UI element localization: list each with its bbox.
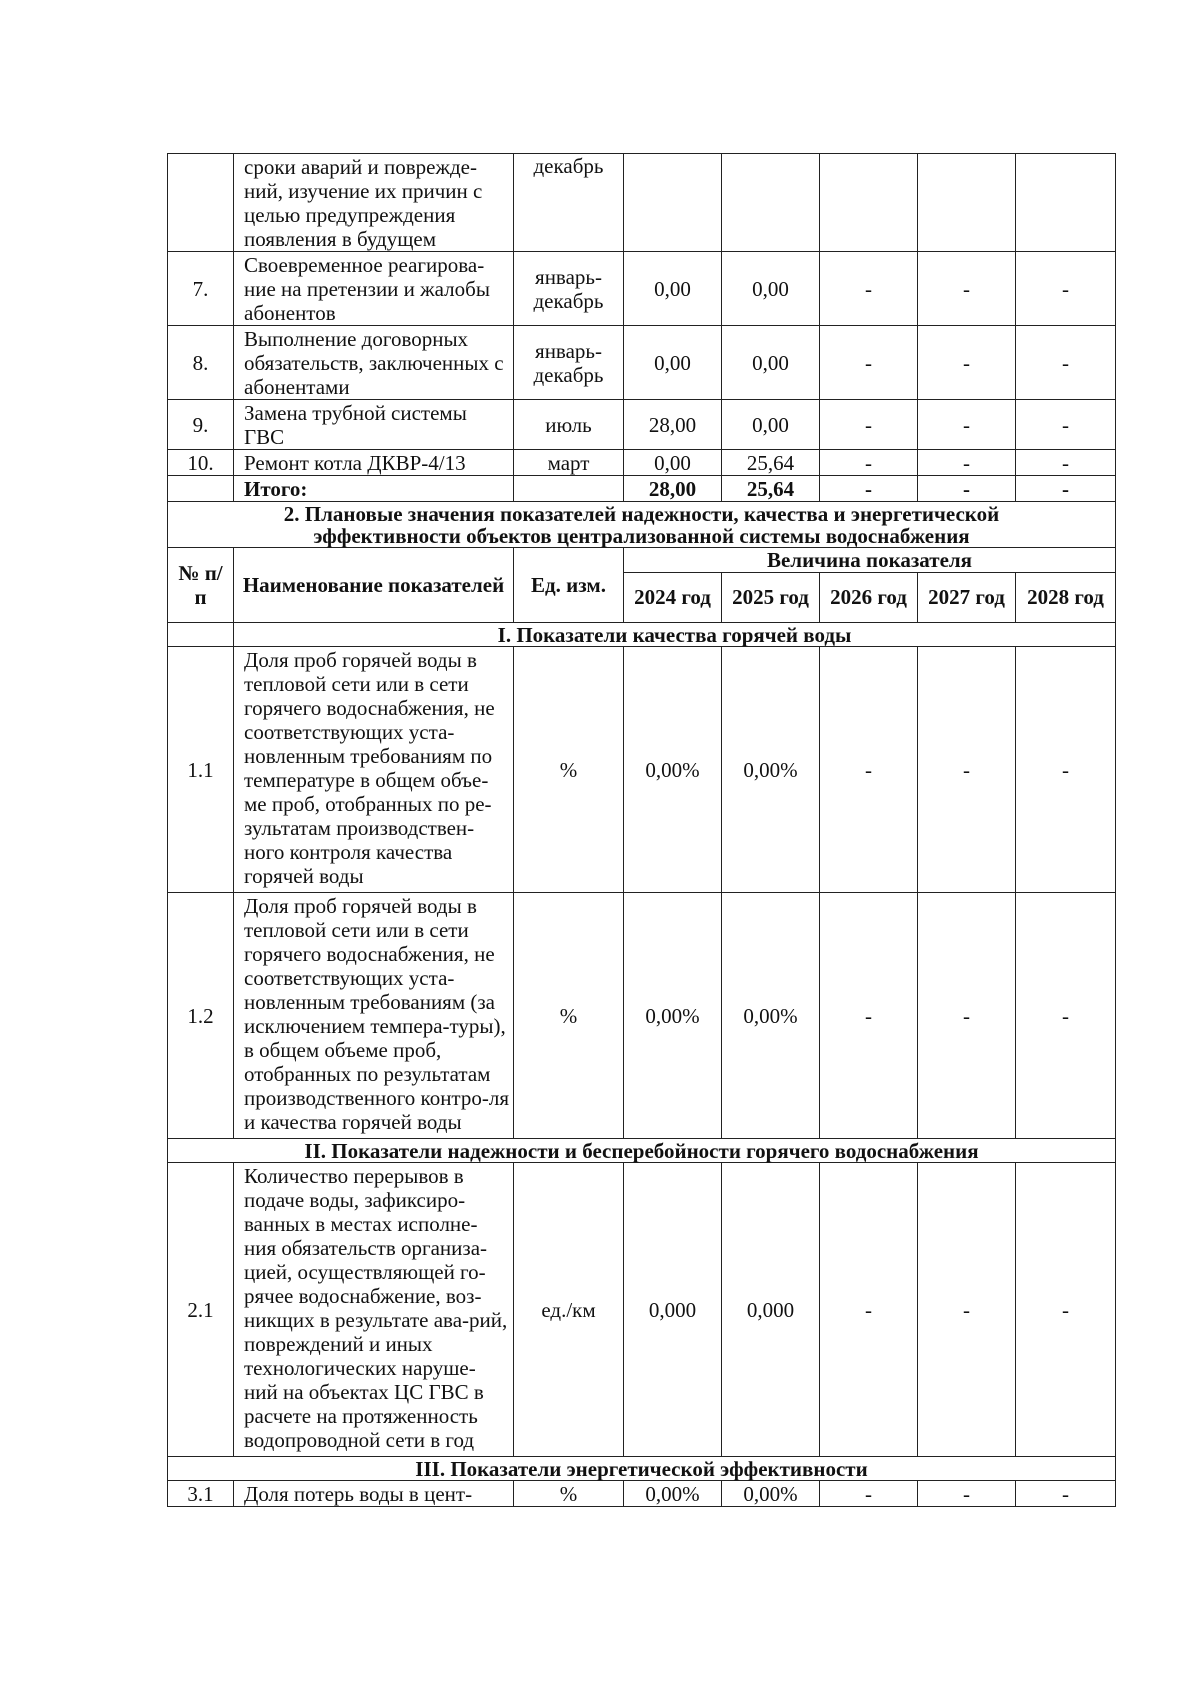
value-2028: - [1016, 326, 1116, 400]
value-2028: - [1016, 400, 1116, 450]
value-2027 [918, 154, 1016, 252]
table-row [168, 252, 1116, 326]
header-value-group: Величина показателя [624, 548, 1116, 573]
header-name: Наименование показателей [234, 548, 514, 623]
table-header-row [168, 548, 1116, 573]
row-name: Доля проб горячей воды в тепловой сети или в сети горячего водоснабжения, не соответствующих уста-новленным требованиям (за исключением темпера-туры), в общем объеме проб, отобранных по результатам производственного контро-ля и качества горячей воды [234, 893, 514, 1139]
row-name: Своевременное реагирова-ние на претензии и жалобы абонентов [234, 252, 514, 326]
value-2026: - [820, 893, 918, 1139]
section-title-row [168, 1457, 1116, 1481]
value-2028: - [1016, 893, 1116, 1139]
value-2027: - [918, 326, 1016, 400]
value-2024: 0,00 [624, 450, 722, 476]
value-2027: - [918, 450, 1016, 476]
value-2025: 0,000 [722, 1163, 820, 1457]
header-unit: Ед. изм. [514, 548, 624, 623]
value-2025: 0,00 [722, 326, 820, 400]
value-2027: - [918, 647, 1016, 893]
table-row [168, 1481, 1116, 1507]
value-2026: - [820, 326, 918, 400]
value-2025: 0,00 [722, 252, 820, 326]
value-2028: - [1016, 1481, 1116, 1507]
row-unit: ед./км [514, 1163, 624, 1457]
section-title-row [168, 502, 1116, 548]
value-2027: - [918, 400, 1016, 450]
total-2026: - [820, 476, 918, 502]
value-2027: - [918, 1163, 1016, 1457]
row-number [168, 154, 234, 252]
section-spacer [168, 623, 234, 647]
row-period: январь-декабрь [514, 252, 624, 326]
section-title-row [168, 1139, 1116, 1163]
value-2025: 0,00% [722, 1481, 820, 1507]
value-2026: - [820, 1481, 918, 1507]
row-name: Выполнение договорных обязательств, заключенных с абонентами [234, 326, 514, 400]
value-2028 [1016, 154, 1116, 252]
row-number: 2.1 [168, 1163, 234, 1457]
value-2026: - [820, 400, 918, 450]
row-number: 3.1 [168, 1481, 234, 1507]
row-period: март [514, 450, 624, 476]
total-2024: 28,00 [624, 476, 722, 502]
value-2027: - [918, 893, 1016, 1139]
table-row [168, 400, 1116, 450]
header-year-2025: 2025 год [722, 573, 820, 623]
row-name: Доля проб горячей воды в тепловой сети или в сети горячего водоснабжения, не соответствующих уста-новленным требованиям по температуре в общем объе-ме проб, отобранных по ре-зультатам производствен-ного контроля качества горячей воды [234, 647, 514, 893]
row-name: Количество перерывов в подаче воды, зафиксиро-ванных в местах исполне-ния обязательств организа-цией, осуществляющей го-рячее водоснабжение, воз-никщих в результате ава-рий, повреждений и иных технологических наруше-ний на объектах ЦС ГВС в расчете на протяженность водопроводной сети в год [234, 1163, 514, 1457]
header-year-2028: 2028 год [1016, 573, 1116, 623]
value-2024: 0,00 [624, 252, 722, 326]
value-2025: 0,00% [722, 893, 820, 1139]
row-number: 8. [168, 326, 234, 400]
total-2028: - [1016, 476, 1116, 502]
indicators-table [167, 153, 1116, 1507]
total-period [514, 476, 624, 502]
header-number: № п/п [168, 548, 234, 623]
value-2026: - [820, 1163, 918, 1457]
row-unit: % [514, 647, 624, 893]
section-title: I. Показатели качества горячей воды [234, 623, 1116, 647]
row-unit: % [514, 1481, 624, 1507]
value-2028: - [1016, 647, 1116, 893]
header-year-2024: 2024 год [624, 573, 722, 623]
value-2025: 25,64 [722, 450, 820, 476]
value-2028: - [1016, 450, 1116, 476]
value-2024: 0,000 [624, 1163, 722, 1457]
table-row [168, 450, 1116, 476]
table-row [168, 893, 1116, 1139]
table-row [168, 1163, 1116, 1457]
row-number: 10. [168, 450, 234, 476]
value-2028: - [1016, 252, 1116, 326]
document-page [167, 153, 1115, 1507]
row-name: сроки аварий и поврежде-ний, изучение их причин с целью предупреждения появления в будущем [234, 154, 514, 252]
value-2024: 0,00% [624, 647, 722, 893]
total-row [168, 476, 1116, 502]
part2-title: 2. Плановые значения показателей надежности, качества и энергетической эффективности объектов централизованной системы водоснабжения [168, 502, 1116, 548]
value-2025: 0,00% [722, 647, 820, 893]
value-2024 [624, 154, 722, 252]
value-2027: - [918, 1481, 1016, 1507]
row-name: Замена трубной системы ГВС [234, 400, 514, 450]
table-row [168, 154, 1116, 252]
value-2024: 0,00% [624, 1481, 722, 1507]
row-number: 7. [168, 252, 234, 326]
row-unit: % [514, 893, 624, 1139]
row-number: 9. [168, 400, 234, 450]
value-2028: - [1016, 1163, 1116, 1457]
table-row [168, 647, 1116, 893]
row-name: Ремонт котла ДКВР-4/13 [234, 450, 514, 476]
value-2026: - [820, 252, 918, 326]
row-number: 1.2 [168, 893, 234, 1139]
total-2025: 25,64 [722, 476, 820, 502]
value-2025 [722, 154, 820, 252]
header-year-2026: 2026 год [820, 573, 918, 623]
total-number [168, 476, 234, 502]
total-2027: - [918, 476, 1016, 502]
value-2024: 0,00% [624, 893, 722, 1139]
value-2026 [820, 154, 918, 252]
row-period: декабрь [514, 154, 624, 252]
value-2026: - [820, 450, 918, 476]
row-period: июль [514, 400, 624, 450]
section-title: II. Показатели надежности и бесперебойности горячего водоснабжения [168, 1139, 1116, 1163]
value-2027: - [918, 252, 1016, 326]
value-2026: - [820, 647, 918, 893]
table-row [168, 326, 1116, 400]
row-period: январь-декабрь [514, 326, 624, 400]
row-name: Доля потерь воды в цент- [234, 1481, 514, 1507]
section-title-row [168, 623, 1116, 647]
value-2025: 0,00 [722, 400, 820, 450]
total-label: Итого: [234, 476, 514, 502]
header-year-2027: 2027 год [918, 573, 1016, 623]
row-number: 1.1 [168, 647, 234, 893]
value-2024: 0,00 [624, 326, 722, 400]
value-2024: 28,00 [624, 400, 722, 450]
section-title: III. Показатели энергетической эффективности [168, 1457, 1116, 1481]
